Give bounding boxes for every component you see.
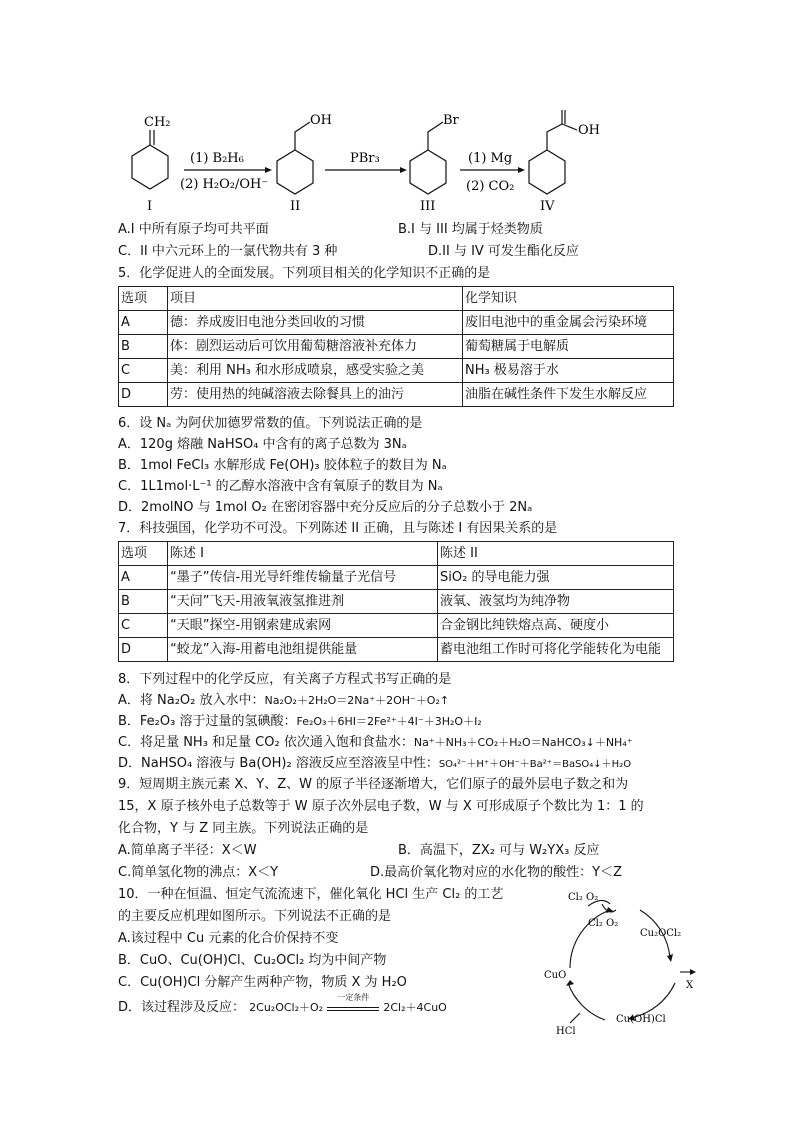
q8-stem: 8．下列过程中的化学反应，有关离子方程式书写正确的是 xyxy=(118,672,452,687)
table-cell: 液氧、液氢均为纯净物 xyxy=(438,590,674,614)
q7-stem: 7．科技强国，化学功不可没。下列陈述 II 正确，且与陈述 I 有因果关系的是 xyxy=(118,521,558,536)
table-cell: 体：剧烈运动后可饮用葡萄糖溶液补充体力 xyxy=(168,335,463,359)
reagent-1b: (2) H₂O₂/OH⁻ xyxy=(180,177,269,192)
structure-iii-ring xyxy=(410,150,446,194)
table-cell: 德：养成废旧电池分类回收的习惯 xyxy=(168,311,463,335)
header-cell: 陈述 I xyxy=(168,542,438,566)
diagram-x: X xyxy=(686,980,694,991)
table-cell: A xyxy=(119,566,168,590)
q8-option-a xyxy=(118,691,449,711)
table-header-row xyxy=(119,542,674,566)
q6-option-b: B．1mol FeCl₃ 水解形成 Fe(OH)₃ 胶体粒子的数目为 Nₐ xyxy=(118,458,447,473)
structure-ii-ring xyxy=(277,150,313,194)
label-i: I xyxy=(147,199,153,214)
oh-label-ii: OH xyxy=(310,113,332,128)
q4-option-a: A.I 中所有原子均可共平面 xyxy=(118,222,269,237)
q5-stem: 5．化学促进人的全面发展。下列项目相关的化学知识不正确的是 xyxy=(118,266,491,281)
option-equation: Na₂O₂＋2H₂O＝2Na⁺＋2OH⁻＋O₂↑ xyxy=(264,694,450,707)
table-row xyxy=(119,311,674,335)
table-cell: “天问”飞天-用液氧液氢推进剂 xyxy=(168,590,438,614)
equation-arrow xyxy=(327,992,379,1011)
reaction-scheme xyxy=(110,110,610,220)
q9-option-b: B．高温下，ZX₂ 可与 W₂YX₃ 反应 xyxy=(398,843,600,858)
table-cell: D xyxy=(119,638,168,662)
diagram-cuo: CuO xyxy=(544,970,567,981)
q10-option-a: A.该过程中 Cu 元素的化合价保持不变 xyxy=(118,931,339,946)
table-cell: 美：利用 NH₃ 和水形成喷泉，感受实验之美 xyxy=(168,359,463,383)
diagram-cu2ocl2: Cu₂OCl₂ xyxy=(640,928,682,939)
q9-option-c: C.简单氢化物的沸点：X＜Y xyxy=(118,865,279,880)
table-row xyxy=(119,359,674,383)
header-cell: 选项 xyxy=(119,287,168,311)
diagram-cl2-o2-top: Cl₂ O₂ xyxy=(568,892,599,903)
reagent-2: PBr₃ xyxy=(350,151,380,166)
q9-stem-line3: 化合物，Y 与 Z 同主族。下列说法正确的是 xyxy=(118,821,369,836)
option-equation: Na⁺＋NH₃＋CO₂＋H₂O＝NaHCO₃↓＋NH₄⁺ xyxy=(413,736,633,749)
option-text: D．NaHSO₄ 溶液与 Ba(OH)₂ 溶液反应至溶液呈中性： xyxy=(118,756,439,771)
reagent-1a: (1) B₂H₆ xyxy=(190,151,244,166)
structure-iv-ring xyxy=(529,150,565,194)
table-cell: 蓄电池组工作时可将化学能转化为电能 xyxy=(438,638,674,662)
q8-option-b xyxy=(118,712,482,732)
option-text: B．Fe₂O₃ 溶于过量的氢碘酸： xyxy=(118,714,297,729)
diagram-cl2-o2-inner: Cl₂ O₂ xyxy=(588,918,619,929)
q6-option-a: A．120g 熔融 NaHSO₄ 中含有的离子总数为 3Nₐ xyxy=(118,437,407,452)
table-cell: B xyxy=(119,590,168,614)
q10-stem-line1: 10．一种在恒温、恒定气流流速下，催化氧化 HCl 生产 Cl₂ 的工艺 xyxy=(118,887,504,902)
br-label: Br xyxy=(443,113,459,128)
equation-left: 2Cu₂OCl₂＋O₂ xyxy=(249,1001,324,1014)
q9-option-a: A.简单离子半径：X＜W xyxy=(118,843,257,858)
table-cell: NH₃ 极易溶于水 xyxy=(463,359,674,383)
header-cell: 选项 xyxy=(119,542,168,566)
header-cell: 项目 xyxy=(168,287,463,311)
diagram-cuohcl: Cu(OH)Cl xyxy=(616,1014,666,1025)
table-cell: “蛟龙”入海-用蓄电池组提供能量 xyxy=(168,638,438,662)
q10-option-c: C．Cu(OH)Cl 分解产生两种产物，物质 X 为 H₂O xyxy=(118,975,407,990)
table-cell: C xyxy=(119,614,168,638)
header-cell: 化学知识 xyxy=(463,287,674,311)
table-cell: 废旧电池中的重金属会污染环境 xyxy=(463,311,674,335)
table-cell: C xyxy=(119,359,168,383)
diagram-hcl: HCl xyxy=(556,1026,576,1037)
table-cell: “墨子”传信-用光导纤维传输量子光信号 xyxy=(168,566,438,590)
q9-stem-line1: 9．短周期主族元素 X、Y、Z、W 的原子半径逐渐增大，它们原子的最外层电子数之和为 xyxy=(118,777,629,792)
q10-stem-line2: 的主要反应机理如图所示。下列说法不正确的是 xyxy=(118,909,392,924)
q9-stem-line2: 15，X 原子核外电子总数等于 W 原子次外层电子数，W 与 X 可形成原子个数比为 1：1 的 xyxy=(118,799,644,814)
table-cell: D xyxy=(119,383,168,407)
table-row xyxy=(119,638,674,662)
table-cell: 合金钢比纯铁熔点高、硬度小 xyxy=(438,614,674,638)
reagent-3a: (1) Mg xyxy=(468,151,513,166)
option-equation: SO₄²⁻＋H⁺＋OH⁻＋Ba²⁺＝BaSO₄↓＋H₂O xyxy=(438,759,632,770)
q9-option-d: D.最高价氧化物对应的水化物的酸性：Y＜Z xyxy=(370,865,622,880)
label-ii: II xyxy=(290,199,301,214)
table-row xyxy=(119,614,674,638)
structure-i-ring xyxy=(132,145,168,189)
mechanism-diagram xyxy=(540,888,700,1038)
q4-option-d: D.II 与 IV 可发生酯化反应 xyxy=(428,244,579,259)
q8-option-d xyxy=(118,754,631,775)
label-iv: IV xyxy=(540,199,555,214)
table-cell: B xyxy=(119,335,168,359)
table-cell: 劳：使用热的纯碱溶液去除餐具上的油污 xyxy=(168,383,463,407)
q6-option-d: D．2molNO 与 1mol O₂ 在密闭容器中充分反应后的分子总数小于 2Nₐ xyxy=(118,500,533,515)
equation-right: 2Cl₂＋4CuO xyxy=(383,1001,447,1014)
reagent-3b: (2) CO₂ xyxy=(466,179,515,194)
option-text: D．该过程涉及反应： xyxy=(118,1000,246,1015)
option-text: A．将 Na₂O₂ 放入水中： xyxy=(118,693,265,708)
option-equation: Fe₂O₃＋6HI＝2Fe²⁺＋4I⁻＋3H₂O＋I₂ xyxy=(296,715,482,728)
table-header-row xyxy=(119,287,674,311)
table-cell: “天眼”探空-用钢索建成索网 xyxy=(168,614,438,638)
table-cell: 油脂在碱性条件下发生水解反应 xyxy=(463,383,674,407)
q8-option-c xyxy=(118,733,633,753)
table-row xyxy=(119,590,674,614)
q4-option-b: B.I 与 III 均属于烃类物质 xyxy=(398,222,543,237)
table-cell: A xyxy=(119,311,168,335)
equation-condition: 一定条件 xyxy=(337,992,370,1002)
ch2-label: CH₂ xyxy=(144,115,171,130)
table-row xyxy=(119,566,674,590)
label-iii: III xyxy=(420,199,436,214)
cooh-oh-label: OH xyxy=(578,123,600,138)
table-cell: SiO₂ 的导电能力强 xyxy=(438,566,674,590)
table-row xyxy=(119,335,674,359)
q4-option-c: C．II 中六元环上的一氯代物共有 3 种 xyxy=(118,244,338,259)
q5-table xyxy=(118,286,674,407)
option-text: C．将足量 NH₃ 和足量 CO₂ 依次通入饱和食盐水： xyxy=(118,735,414,750)
q7-table xyxy=(118,541,674,662)
q6-stem: 6．设 Nₐ 为阿伏加德罗常数的值。下列说法正确的是 xyxy=(118,416,423,431)
q10-option-d xyxy=(118,992,447,1018)
table-row xyxy=(119,383,674,407)
q10-option-b: B．CuO、Cu(OH)Cl、Cu₂OCl₂ 均为中间产物 xyxy=(118,953,387,968)
q6-option-c: C．1L1mol·L⁻¹ 的乙醇水溶液中含有氧原子的数目为 Nₐ xyxy=(118,479,443,494)
table-cell: 葡萄糖属于电解质 xyxy=(463,335,674,359)
header-cell: 陈述 II xyxy=(438,542,674,566)
